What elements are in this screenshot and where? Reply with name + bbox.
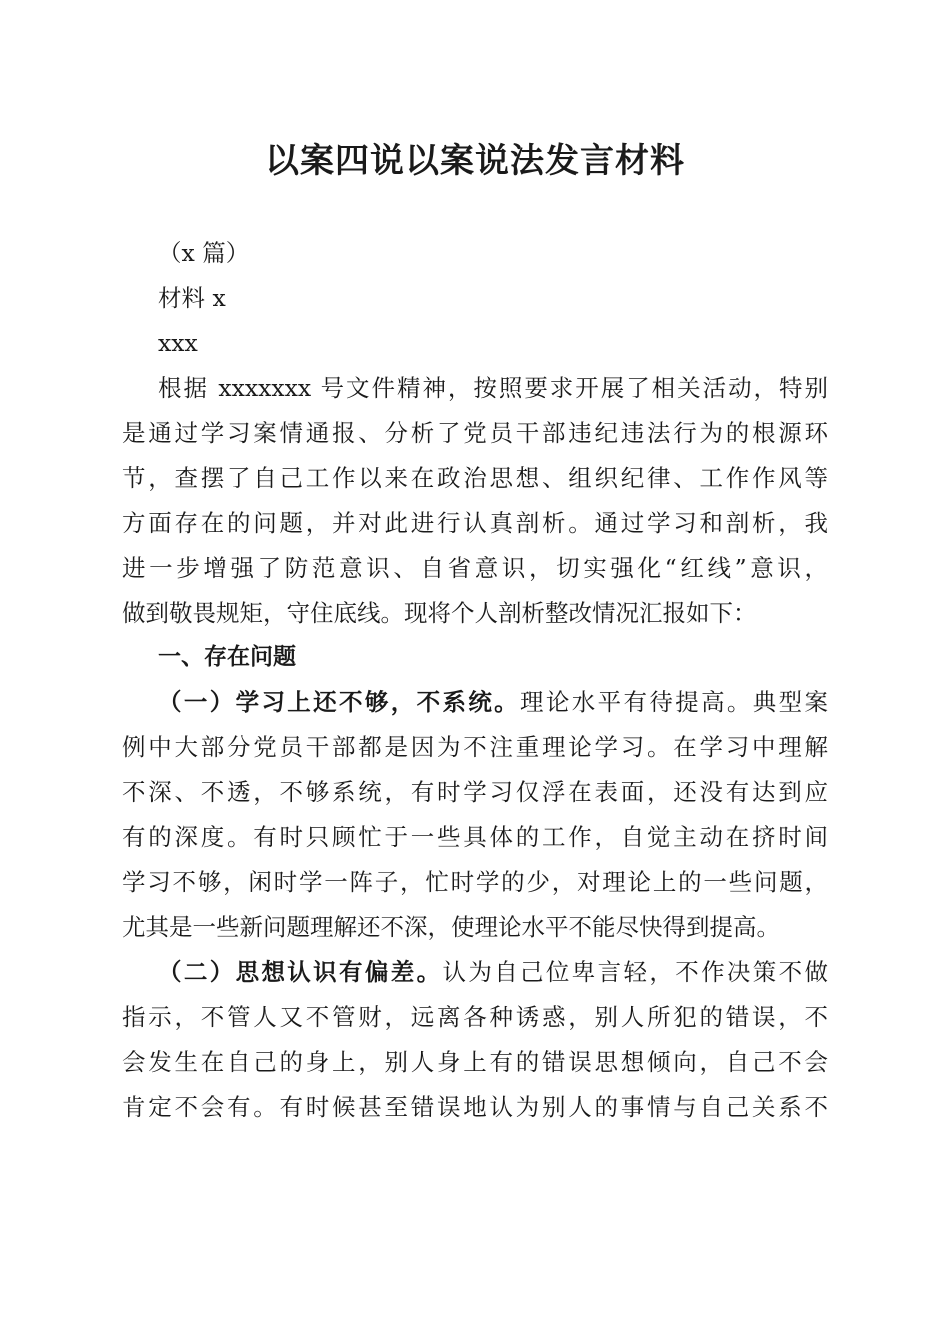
paragraph-line: 肯定不会有。有时候甚至错误地认为别人的事情与自己关系不 [122, 1093, 828, 1121]
paragraph-line: 尤其是一些新问题理解还不深，使理论水平不能尽快得到提高。 [122, 913, 780, 941]
paragraph-line: 学习不够，闲时学一阵子，忙时学的少，对理论上的一些问题， [122, 868, 828, 896]
page-title: 以案四说以案说法发言材料 [265, 141, 685, 181]
paragraph-line: 有的深度。有时只顾忙于一些具体的工作，自觉主动在挤时间 [122, 823, 828, 851]
paragraph-line: 会发生在自己的身上，别人身上有的错误思想倾向，自己不会 [122, 1048, 828, 1076]
paragraph-line: 不深、不透，不够系统，有时学习仅浮在表面，还没有达到应 [122, 778, 828, 806]
paragraph-line: 是通过学习案情通报、分析了党员干部违纪违法行为的根源环 [122, 419, 828, 447]
author-placeholder: xxx [158, 329, 198, 357]
item-heading: （一）学习上还不够，不系统。 [158, 688, 521, 716]
paragraph-line: 指示，不管人又不管财，远离各种诱惑，别人所犯的错误，不 [122, 1003, 828, 1031]
item-first-line [158, 957, 828, 987]
item-heading: （二）思想认识有偏差。 [158, 958, 443, 986]
paragraph-line: 节，查摆了自己工作以来在政治思想、组织纪律、工作作风等 [122, 464, 828, 492]
item-text: 理论水平有待提高。典型案 [520, 688, 829, 716]
item-text: 认为自己位卑言轻，不作决策不做 [442, 958, 829, 986]
paragraph-line: 例中大部分党员干部都是因为不注重理论学习。在学习中理解 [122, 733, 828, 761]
paragraph-line: 做到敬畏规矩，守住底线。现将个人剖析整改情况汇报如下： [122, 599, 757, 627]
paragraph-line: 根据 xxxxxxx 号文件精神，按照要求开展了相关活动，特别 [158, 374, 828, 402]
material-label: 材料 x [158, 284, 226, 312]
section-heading: 一、存在问题 [158, 644, 296, 670]
paragraph-line: 方面存在的问题，并对此进行认真剖析。通过学习和剖析，我 [122, 509, 828, 537]
item-first-line [158, 687, 828, 717]
article-number: （x 篇） [158, 239, 250, 267]
paragraph-line: 进一步增强了防范意识、自省意识，切实强化“红线”意识， [122, 554, 828, 582]
